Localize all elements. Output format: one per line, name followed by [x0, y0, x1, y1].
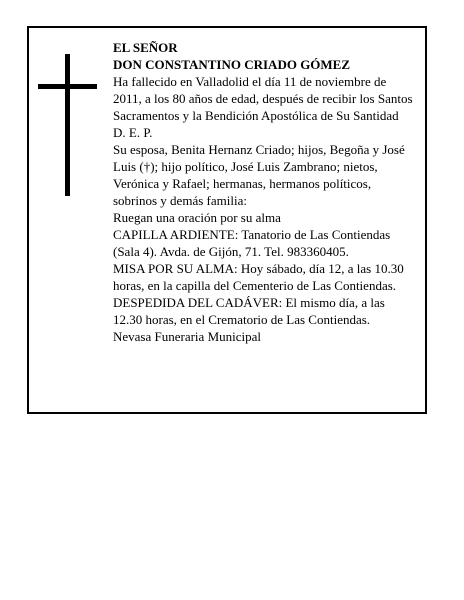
rest-in-peace: D. E. P.: [113, 125, 153, 140]
mass-info: MISA POR SU ALMA: Hoy sábado, día 12, a las 10.30 horas, en la capilla del Cementerio de Las Contiendas.: [113, 261, 404, 293]
death-announcement: Ha fallecido en Valladolid el día 11 de noviembre de 2011, a los 80 años de edad, después de recibir los Santos Sacramentos y la Bendición Apostólica de Su Santidad: [113, 74, 413, 123]
family-list: Su esposa, Benita Hernanz Criado; hijos, Begoña y José Luis (†); hijo político, José Luis Zambrano; nietos, Verónica y Rafael; hermanas, hermanos políticos, sobrinos y demás familia:: [113, 142, 405, 208]
cross-horizontal-bar: [38, 84, 97, 89]
obituary-heading: EL SEÑOR: [113, 40, 178, 55]
obituary-text: [113, 39, 413, 345]
cross-vertical-bar: [65, 54, 70, 196]
funeral-home: Nevasa Funeraria Municipal: [113, 329, 262, 344]
farewell-info: DESPEDIDA DEL CADÁVER: El mismo día, a las 12.30 horas, en el Crematorio de Las Contiendas.: [113, 295, 385, 327]
chapel-info: CAPILLA ARDIENTE: Tanatorio de Las Contiendas (Sala 4). Avda. de Gijón, 71. Tel. 983360405.: [113, 227, 391, 259]
prayer-request: Ruegan una oración por su alma: [113, 210, 281, 225]
deceased-name: DON CONSTANTINO CRIADO GÓMEZ: [113, 57, 351, 72]
